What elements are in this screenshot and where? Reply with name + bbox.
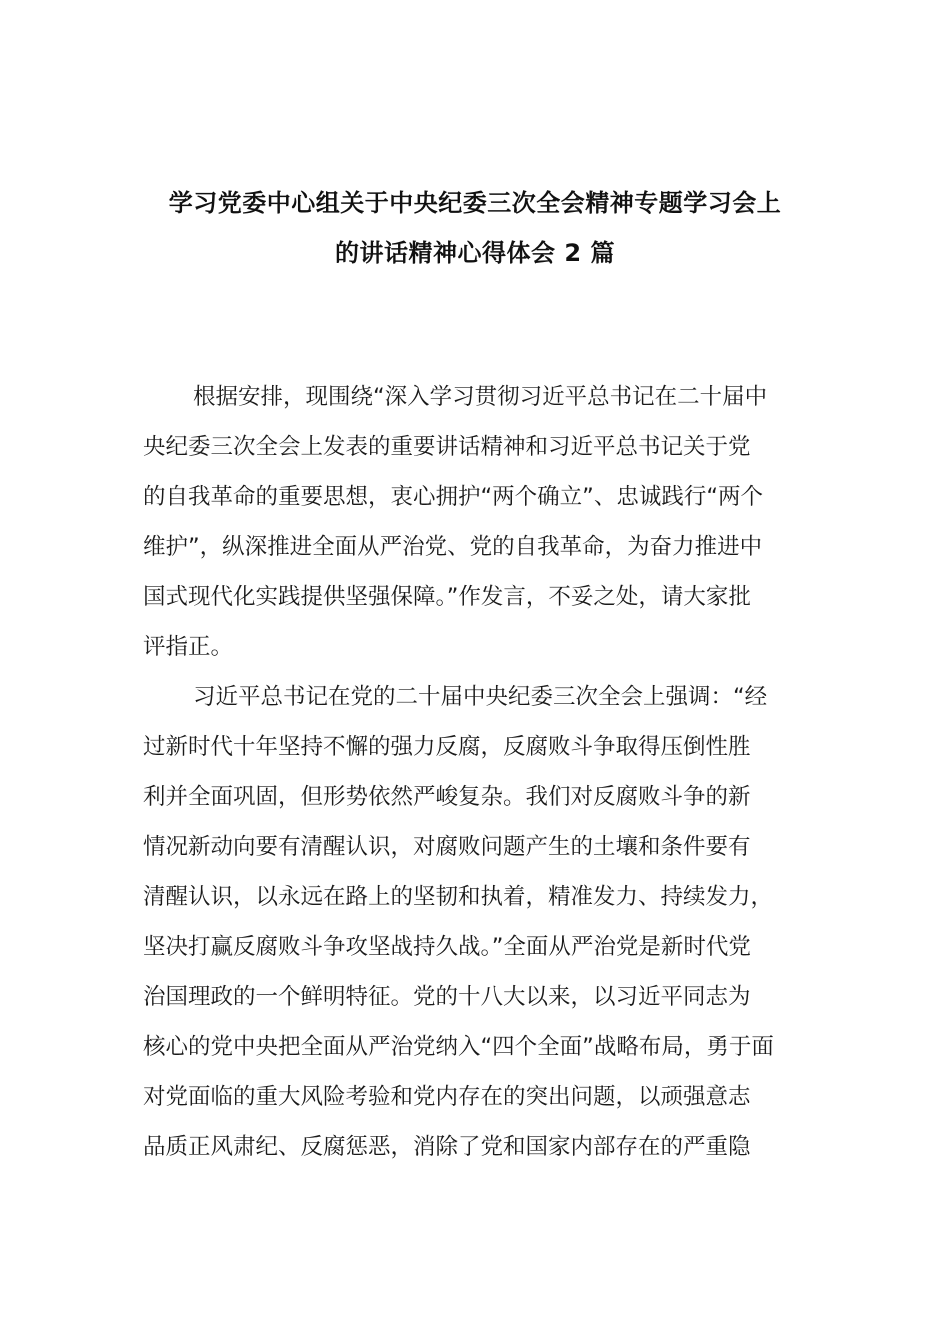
document-body bbox=[143, 372, 823, 1172]
paragraph-line: 的自我革命的重要思想，衷心拥护“两个确立”、忠诚践行“两个 bbox=[143, 484, 763, 510]
paragraph-line: 央纪委三次全会上发表的重要讲话精神和习近平总书记关于党 bbox=[143, 434, 751, 460]
paragraph-2 bbox=[143, 672, 823, 1172]
paragraph-1 bbox=[143, 372, 823, 672]
paragraph-line: 习近平总书记在党的二十届中央纪委三次全会上强调：“经 bbox=[193, 684, 768, 710]
paragraph-line: 坚决打赢反腐败斗争攻坚战持久战。”全面从严治党是新时代党 bbox=[143, 934, 751, 960]
paragraph-line: 评指正。 bbox=[143, 634, 234, 660]
paragraph-line: 品质正风肃纪、反腐惩恶，消除了党和国家内部存在的严重隐 bbox=[143, 1134, 751, 1160]
paragraph-line: 维护”，纵深推进全面从严治党、党的自我革命，为奋力推进中 bbox=[143, 534, 763, 560]
title-line-1: 学习党委中心组关于中央纪委三次全会精神专题学习会上 bbox=[168, 189, 782, 217]
paragraph-line: 情况新动向要有清醒认识，对腐败问题产生的土壤和条件要有 bbox=[143, 834, 751, 860]
paragraph-line: 根据安排，现围绕“深入学习贯彻习近平总书记在二十届中 bbox=[193, 384, 768, 410]
paragraph-line: 对党面临的重大风险考验和党内存在的突出问题，以顽强意志 bbox=[143, 1084, 751, 1110]
document-title bbox=[120, 178, 830, 278]
title-line-2: 的讲话精神心得体会 2 篇 bbox=[335, 239, 615, 267]
paragraph-line: 清醒认识，以永远在路上的坚韧和执着，精准发力、持续发力， bbox=[143, 884, 774, 910]
paragraph-line: 治国理政的一个鲜明特征。党的十八大以来，以习近平同志为 bbox=[143, 984, 751, 1010]
paragraph-line: 过新时代十年坚持不懈的强力反腐，反腐败斗争取得压倒性胜 bbox=[143, 734, 751, 760]
paragraph-line: 核心的党中央把全面从严治党纳入“四个全面”战略布局，勇于面 bbox=[143, 1034, 774, 1060]
paragraph-line: 国式现代化实践提供坚强保障。”作发言，不妥之处，请大家批 bbox=[143, 584, 751, 610]
paragraph-line: 利并全面巩固，但形势依然严峻复杂。我们对反腐败斗争的新 bbox=[143, 784, 751, 810]
